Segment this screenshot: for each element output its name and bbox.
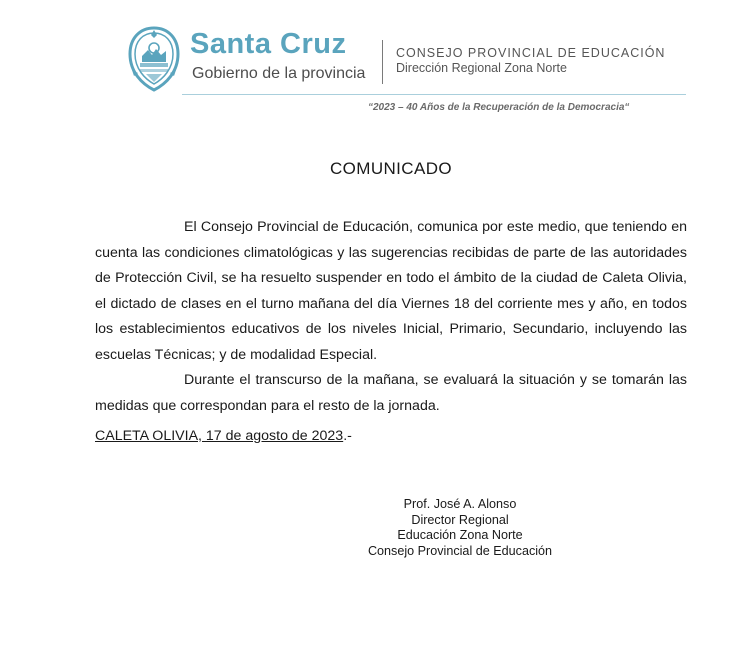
- body-paragraph-text: El Consejo Provincial de Educación, comunica por este medio, que teniendo en cuenta las condiciones climatológicas y las sugerencias recibidas de parte de las autoridades de Protección Civil, se ha resuelto suspender en todo el ámbito de la ciudad de Caleta Olivia, el dictado de clases en el turno mañana del día Viernes 18 del corriente mes y año, en todos los establecimientos educativos de los niveles Inicial, Primario, Secundario, incluyendo las escuelas Técnicas; y de modalidad Especial.: [95, 219, 687, 363]
- header-divider: [382, 40, 383, 84]
- brand-title: Santa Cruz: [190, 28, 347, 60]
- signatory-name: Prof. José A. Alonso: [403, 497, 517, 511]
- body-paragraph-text: Durante el transcurso de la mañana, se evaluará la situación y se tomarán las medidas que correspondan para el resto de la jornada.: [95, 372, 687, 414]
- year-motto: “2023 – 40 Años de la Recuperación de la Democracia“: [368, 102, 630, 113]
- letterhead: [0, 0, 730, 113]
- organization-name: CONSEJO PROVINCIAL DE EDUCACIÓN: [396, 46, 666, 60]
- body-paragraph: [95, 368, 687, 419]
- signature-block: [350, 497, 570, 559]
- document-title: COMUNICADO: [329, 159, 453, 178]
- brand-subtitle: Gobierno de la provincia: [192, 65, 366, 82]
- place-and-date-suffix: .-: [343, 428, 352, 444]
- body-paragraph: [95, 215, 687, 368]
- santa-cruz-coat-of-arms-icon: [128, 26, 180, 92]
- signatory-organization: Consejo Provincial de Educación: [367, 543, 553, 558]
- header-rule: [182, 94, 686, 95]
- place-and-date: [95, 428, 352, 445]
- organization-department: Dirección Regional Zona Norte: [396, 61, 567, 75]
- place-and-date-text: CALETA OLIVIA, 17 de agosto de 2023: [95, 428, 344, 444]
- signatory-role: Director Regional: [411, 512, 509, 527]
- signatory-unit: Educación Zona Norte: [397, 528, 523, 542]
